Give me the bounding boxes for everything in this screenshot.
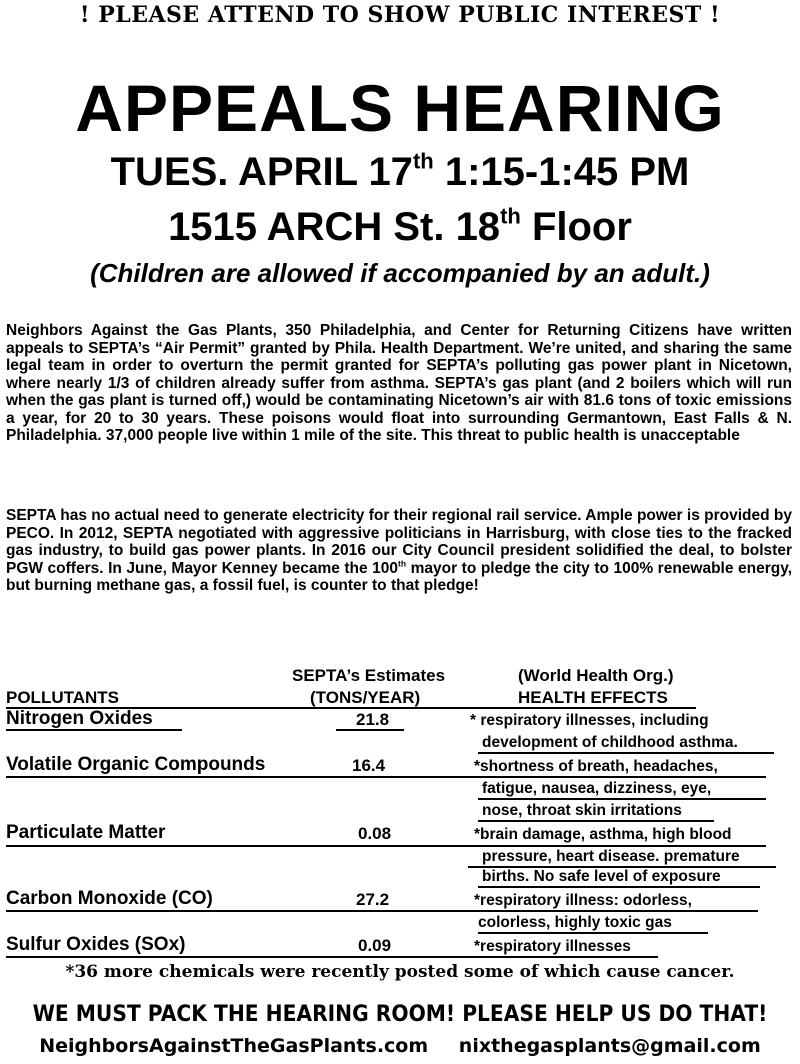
health-effect-line: *shortness of breath, headaches, [474,758,718,775]
website-link[interactable]: NeighborsAgainstTheGasPlants.com [39,1035,429,1057]
row-rule [468,866,776,868]
health-effect-line: development of childhood asthma. [482,734,738,751]
pollutant-value: 16.4 [352,756,386,775]
banner: ! PLEASE ATTEND TO SHOW PUBLIC INTEREST ! [79,2,721,28]
paragraph-part2: mayor to pledge the city to 100% renewable energy, but burning methane gas, a fossil fuel, is counter to that pledge! [6,559,793,594]
pollutant-value: 27.2 [356,890,390,909]
pollutant-name: Sulfur Oxides (SOx) [6,934,186,955]
email-link[interactable]: nixthegasplants@gmail.com [458,1035,761,1057]
row-rule [478,798,766,800]
date-suffix: th [412,148,434,174]
page-title: APPEALS HEARING [75,71,725,145]
health-effect-line: *brain damage, asthma, high blood [474,826,732,843]
hearing-address [0,205,800,250]
row-rule [478,820,714,822]
pollutant-value: 0.09 [358,936,392,955]
row-rule [6,910,758,912]
row-rule [6,956,658,958]
hearing-date [0,150,800,195]
pollutant-value: 0.08 [358,824,392,843]
date-time: 1:15-1:45 PM [433,150,690,194]
pollutant-value: 21.8 [356,710,390,729]
header-pollutants: POLLUTANTS [6,688,120,707]
header-effects-line2: HEALTH EFFECTS [518,688,668,707]
row-rule [6,845,766,847]
health-effect-line: births. No safe level of exposure [482,868,721,885]
date-prefix: TUES. APRIL 17 [110,150,413,194]
contact-line [0,1035,800,1057]
address-rest: Floor [520,205,632,249]
header-estimates-line2: (TONS/YEAR) [310,688,421,707]
health-effect-line: *respiratory illness: odorless, [474,892,692,909]
paragraph-septa-need [6,507,792,595]
health-effect-line: colorless, highly toxic gas [478,914,672,931]
pollutant-name: Volatile Organic Compounds [6,754,266,775]
paragraph-appeals: Neighbors Against the Gas Plants, 350 Philadelphia, and Center for Returning Citizens have written appeals to SEPTA’s “Air Permit” granted by Phila. Health Department. We’re united, and sharing the same legal team in order to overturn the permit granted for SEPTA’s polluting gas power plant in Nicetown, where nearly 1/3 of children already suffer from asthma. SEPTA’s gas plant (and 2 boilers which will run when the gas plant is turned off,) would be contaminating Nicetown’s air with 81.6 tons of toxic emissions a year, for 20 to 30 years. These poisons would float into surrounding Germantown, East Falls & N. Philadelphia. 37,000 people live within 1 mile of the site. This threat to public health is unacceptable [6,322,792,444]
header-effects-line1: (World Health Org.) [518,666,674,685]
pollutant-name: Nitrogen Oxides [6,708,153,729]
pollutant-name: Carbon Monoxide (CO) [6,888,213,909]
children-note: (Children are allowed if accompanied by an adult.) [90,258,710,288]
health-effect-line: *respiratory illnesses [474,938,631,955]
row-rule [6,729,182,731]
health-effect-line: * respiratory illnesses, including [470,712,709,729]
row-rule [478,752,774,754]
health-effect-line: fatigue, nausea, dizziness, eye, [482,780,712,797]
row-rule [478,932,708,934]
paragraph-part1: SEPTA has no actual need to generate electricity for their regional rail service. Ample power is provided by PECO. In 2012, SEPTA negotiated with aggressive politicians in Harrisburg, with close ties to the fracked gas industry, to build gas power plants. In 2016 our City Council president solidified the deal, to bolster PGW coffers. In June, Mayor Kenney became the 100 [6,507,792,577]
row-rule [336,729,404,731]
pollutant-name: Particulate Matter [6,822,166,843]
call-to-action: WE MUST PACK THE HEARING ROOM! PLEASE HELP US DO THAT! [32,1002,768,1027]
address-suffix: th [500,203,521,229]
health-effect-line: nose, throat skin irritations [482,802,682,819]
row-rule [478,886,760,888]
health-effect-line: pressure, heart disease. premature [482,848,740,865]
header-estimates-line1: SEPTA’s Estimates [292,666,446,685]
row-rule [6,776,766,778]
address-prefix: 1515 ARCH St. 18 [168,205,501,249]
paragraph-sup: th [398,558,407,569]
footnote: *36 more chemicals were recently posted some of which cause cancer. [65,962,735,982]
